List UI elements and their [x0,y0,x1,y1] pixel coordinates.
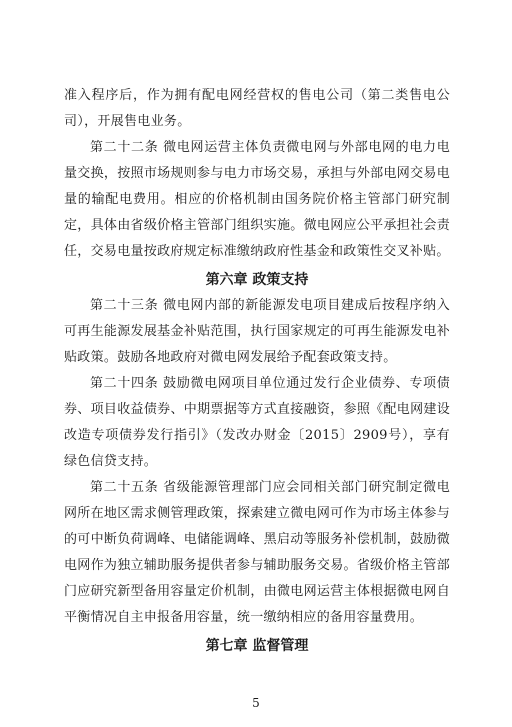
document-body [64,83,450,659]
article-23: 第二十三条 微电网内部的新能源发电项目建成后按程序纳入可再生能源发展基金补贴范围，执行国家规定的可再生能源发电补贴政策。鼓励各地政府对微电网发展给予配套政策支持。 [64,298,450,365]
article-22: 第二十二条 微电网运营主体负责微电网与外部电网的电力电量交换，按照市场规则参与电力市场交易，承担与外部电网交易电量的输配电费用。相应的价格机制由国务院价格主管部门研究制定，具体由省级价格主管部门组织实施。微电网应公平承担社会责任，交易电量按政府规定标准缴纳政府性基金和政策性交叉补贴。 [64,140,450,259]
page-number: 5 [252,696,260,710]
paragraph-continuation: 准入程序后，作为拥有配电网经营权的售电公司（第二类售电公司），开展售电业务。 [64,88,450,129]
chapter-6-heading: 第六章 政策支持 [205,272,309,288]
chapter-7-heading: 第七章 监督管理 [205,638,309,654]
article-24: 第二十四条 鼓励微电网项目单位通过发行企业债券、专项债券、项目收益债券、中期票据等方式直接融资，参照《配电网建设改造专项债券发行指引》（发改办财金〔2015〕2909号），享有绿色信贷支持。 [64,376,450,469]
article-25: 第二十五条 省级能源管理部门应会同相关部门研究制定微电网所在地区需求侧管理政策，探索建立微电网可作为市场主体参与的可中断负荷调峰、电储能调峰、黑启动等服务补偿机制，鼓励微电网作为独立辅助服务提供者参与辅助服务交易。省级价格主管部门应研究新型备用容量定价机制，由微电网运营主体根据微电网自平衡情况自主申报备用容量，统一缴纳相应的备用容量费用。 [64,480,450,625]
